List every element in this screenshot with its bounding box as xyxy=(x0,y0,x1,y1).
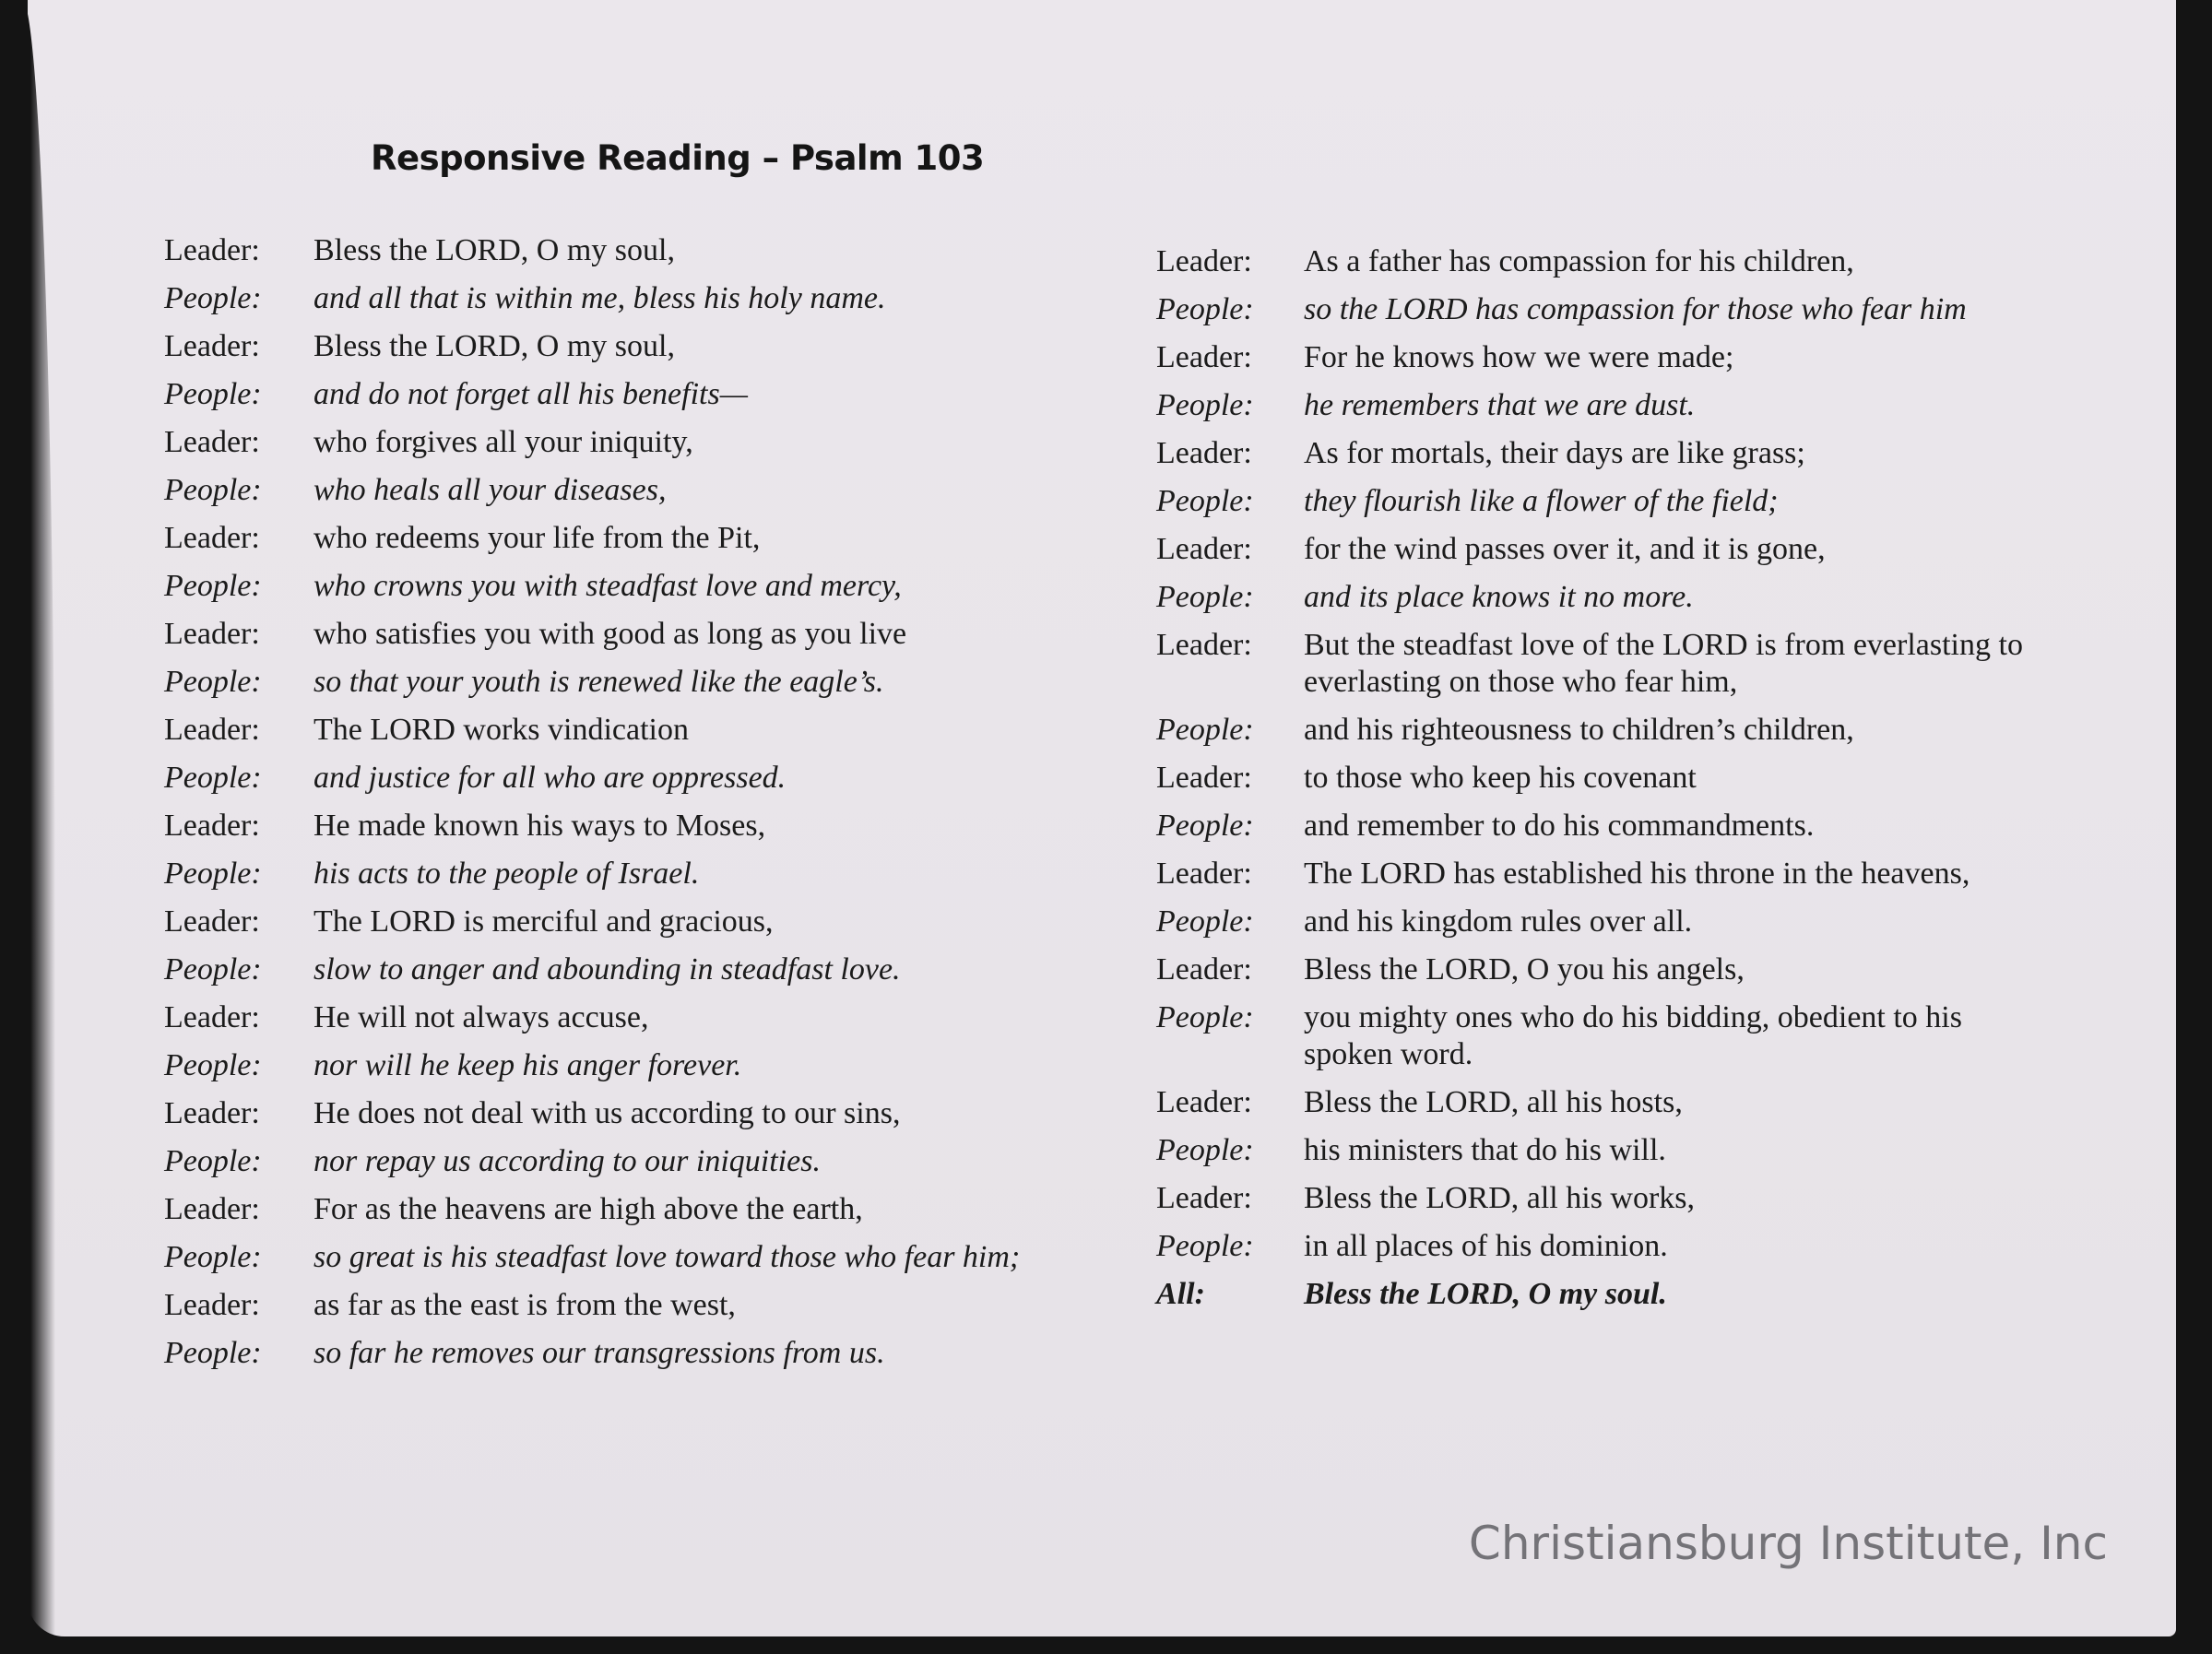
reading-line xyxy=(1156,904,2041,940)
reading-line xyxy=(164,1239,1022,1276)
reading-line xyxy=(1156,627,2041,701)
reading-text: his ministers that do his will. xyxy=(1304,1133,1666,1167)
reading-line xyxy=(164,1143,1022,1180)
reading-text: so far he removes our transgressions from us. xyxy=(313,1336,885,1370)
speaker-label: Leader: xyxy=(164,809,260,843)
reading-line xyxy=(164,760,1022,797)
reading-text: nor repay us according to our iniquities. xyxy=(313,1144,821,1178)
reading-line xyxy=(164,712,1022,749)
reading-text: and justice for all who are oppressed. xyxy=(313,761,787,795)
reading-line xyxy=(164,951,1022,988)
reading-line xyxy=(164,1191,1022,1228)
speaker-label: Leader: xyxy=(1156,532,1252,566)
reading-line xyxy=(1156,951,2041,988)
reading-text: they flourish like a flower of the field; xyxy=(1304,484,1779,518)
right-reading-column xyxy=(1156,243,2041,1324)
speaker-label: People: xyxy=(1156,809,1254,843)
reading-line xyxy=(1156,856,2041,892)
reading-line xyxy=(164,1047,1022,1084)
speaker-label: Leader: xyxy=(164,904,260,939)
reading-line xyxy=(164,424,1022,461)
reading-line xyxy=(164,1095,1022,1132)
speaker-label: Leader: xyxy=(164,713,260,747)
speaker-label: People: xyxy=(164,377,262,411)
speaker-label: People: xyxy=(164,281,262,315)
reading-text: The LORD is merciful and gracious, xyxy=(313,904,774,939)
speaker-label: People: xyxy=(164,1144,262,1178)
reading-line xyxy=(164,280,1022,317)
speaker-label: People: xyxy=(1156,1133,1254,1167)
reading-line xyxy=(1156,483,2041,520)
speaker-label: Leader: xyxy=(1156,628,1252,662)
speaker-label: People: xyxy=(164,857,262,891)
speaker-label: People: xyxy=(1156,580,1254,614)
reading-text: The LORD has established his throne in the heavens, xyxy=(1304,857,1970,891)
speaker-label: People: xyxy=(164,1240,262,1274)
speaker-label: Leader: xyxy=(164,617,260,651)
reading-text: in all places of his dominion. xyxy=(1304,1229,1668,1263)
watermark-text: Christiansburg Institute, Inc xyxy=(1468,1517,2108,1570)
reading-text: He made known his ways to Moses, xyxy=(313,809,766,843)
speaker-label: Leader: xyxy=(1156,761,1252,795)
reading-line xyxy=(1156,808,2041,845)
speaker-label: Leader: xyxy=(1156,244,1252,278)
reading-line xyxy=(164,1287,1022,1324)
reading-line xyxy=(1156,1228,2041,1265)
speaker-label: People: xyxy=(1156,1229,1254,1263)
reading-text: who forgives all your iniquity, xyxy=(313,425,693,459)
speaker-label: People: xyxy=(1156,904,1254,939)
reading-text: The LORD works vindication xyxy=(313,713,689,747)
reading-text: and his kingdom rules over all. xyxy=(1304,904,1693,939)
speaker-label: People: xyxy=(1156,713,1254,747)
reading-text: to those who keep his covenant xyxy=(1304,761,1697,795)
reading-line xyxy=(164,328,1022,365)
speaker-label: Leader: xyxy=(1156,436,1252,470)
reading-text: As a father has compassion for his children, xyxy=(1304,244,1854,278)
reading-text: Bless the LORD, all his works, xyxy=(1304,1181,1696,1215)
reading-line xyxy=(1156,531,2041,568)
reading-line xyxy=(164,520,1022,557)
reading-text: so that your youth is renewed like the eagle’s. xyxy=(313,665,884,699)
reading-line xyxy=(164,856,1022,892)
speaker-label: Leader: xyxy=(1156,952,1252,986)
reading-text: and do not forget all his benefits— xyxy=(313,377,748,411)
speaker-label: People: xyxy=(164,1048,262,1082)
speaker-label: Leader: xyxy=(164,425,260,459)
reading-text: who heals all your diseases, xyxy=(313,473,667,507)
reading-text: his acts to the people of Israel. xyxy=(313,857,700,891)
speaker-label: Leader: xyxy=(1156,857,1252,891)
left-reading-column xyxy=(164,232,1022,1383)
speaker-label: People: xyxy=(164,952,262,986)
reading-line xyxy=(1156,387,2041,424)
reading-line xyxy=(1156,435,2041,472)
reading-text: For as the heavens are high above the earth, xyxy=(313,1192,863,1226)
speaker-label: Leader: xyxy=(164,233,260,267)
speaker-label: People: xyxy=(164,665,262,699)
reading-line xyxy=(164,664,1022,701)
reading-text: Bless the LORD, O my soul, xyxy=(313,233,675,267)
reading-text: who satisfies you with good as long as you live xyxy=(313,617,907,651)
reading-text: as far as the east is from the west, xyxy=(313,1288,736,1322)
reading-text: for the wind passes over it, and it is gone, xyxy=(1304,532,1826,566)
reading-line xyxy=(164,1335,1022,1372)
speaker-label: All: xyxy=(1156,1277,1205,1311)
reading-line xyxy=(164,376,1022,413)
speaker-label: People: xyxy=(1156,484,1254,518)
speaker-label: Leader: xyxy=(1156,1085,1252,1119)
reading-text: Bless the LORD, O my soul. xyxy=(1304,1277,1667,1311)
speaker-label: Leader: xyxy=(164,1096,260,1130)
reading-line xyxy=(1156,1180,2041,1217)
reading-text: For he knows how we were made; xyxy=(1304,340,1734,374)
speaker-label: Leader: xyxy=(164,1000,260,1034)
speaker-label: People: xyxy=(164,569,262,603)
speaker-label: People: xyxy=(1156,292,1254,326)
speaker-label: Leader: xyxy=(1156,340,1252,374)
speaker-label: Leader: xyxy=(164,1288,260,1322)
speaker-label: Leader: xyxy=(164,521,260,555)
reading-text: slow to anger and abounding in steadfast love. xyxy=(313,952,901,986)
reading-line xyxy=(1156,339,2041,376)
reading-text: and all that is within me, bless his holy name. xyxy=(313,281,886,315)
reading-text: nor will he keep his anger forever. xyxy=(313,1048,742,1082)
reading-line xyxy=(164,904,1022,940)
reading-line xyxy=(164,568,1022,605)
speaker-label: Leader: xyxy=(164,329,260,363)
reading-text: he remembers that we are dust. xyxy=(1304,388,1696,422)
speaker-label: Leader: xyxy=(1156,1181,1252,1215)
reading-line xyxy=(1156,1084,2041,1121)
reading-text: and his righteousness to children’s children, xyxy=(1304,713,1854,747)
reading-line xyxy=(164,999,1022,1036)
reading-text: you mighty ones who do his bidding, obedient to his spoken word. xyxy=(1304,1000,1962,1071)
reading-line xyxy=(1156,579,2041,616)
reading-line xyxy=(164,808,1022,845)
speaker-label: Leader: xyxy=(164,1192,260,1226)
reading-line xyxy=(164,232,1022,269)
reading-text: Bless the LORD, all his hosts, xyxy=(1304,1085,1683,1119)
reading-text: He will not always accuse, xyxy=(313,1000,649,1034)
reading-text: so the LORD has compassion for those who fear him xyxy=(1304,292,1967,326)
reading-line xyxy=(1156,760,2041,797)
speaker-label: People: xyxy=(164,761,262,795)
reading-text: But the steadfast love of the LORD is from everlasting to everlasting on those who fear him, xyxy=(1304,628,2023,699)
reading-line xyxy=(1156,291,2041,328)
reading-text: so great is his steadfast love toward those who fear him; xyxy=(313,1240,1021,1274)
speaker-label: People: xyxy=(1156,388,1254,422)
reading-line xyxy=(1156,1132,2041,1169)
reading-text: who redeems your life from the Pit, xyxy=(313,521,761,555)
speaker-label: People: xyxy=(164,1336,262,1370)
reading-text: As for mortals, their days are like grass; xyxy=(1304,436,1805,470)
reading-line xyxy=(1156,243,2041,280)
reading-line xyxy=(1156,1276,2041,1313)
reading-text: who crowns you with steadfast love and mercy, xyxy=(313,569,902,603)
reading-line xyxy=(164,472,1022,509)
reading-text: He does not deal with us according to our sins, xyxy=(313,1096,901,1130)
reading-line xyxy=(1156,999,2041,1073)
speaker-label: People: xyxy=(1156,1000,1254,1034)
reading-line xyxy=(1156,712,2041,749)
reading-text: and its place knows it no more. xyxy=(1304,580,1694,614)
page-title: Responsive Reading – Psalm 103 xyxy=(371,138,985,178)
reading-line xyxy=(164,616,1022,653)
reading-text: Bless the LORD, O you his angels, xyxy=(1304,952,1745,986)
speaker-label: People: xyxy=(164,473,262,507)
reading-text: and remember to do his commandments. xyxy=(1304,809,1815,843)
reading-text: Bless the LORD, O my soul, xyxy=(313,329,675,363)
